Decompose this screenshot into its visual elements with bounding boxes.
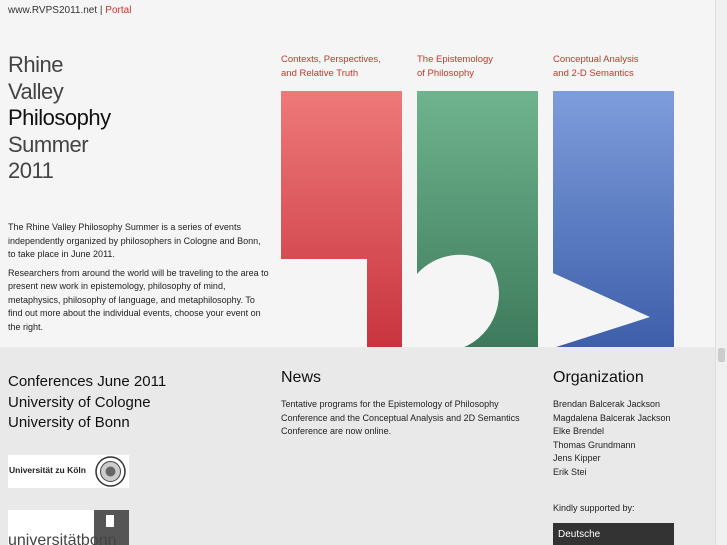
organizer-name: Elke Brendel <box>553 426 605 437</box>
intro-text <box>8 221 270 339</box>
page-title: Rhine Valley Philosophy Summer 2011 <box>8 52 111 183</box>
news-text: Tentative programs for the Epistemology of Philosophy Conference and the Conceptual Analysis and 2D Semantics Conference are now online. <box>281 399 520 436</box>
bonn-logo-image <box>8 510 129 545</box>
koeln-seal-icon <box>94 456 127 487</box>
svg-text:universitätbonn: universitätbonn <box>8 532 117 545</box>
scrollbar-thumb[interactable] <box>718 348 725 362</box>
koeln-logo[interactable] <box>8 455 129 488</box>
event-graphic-epistemology[interactable] <box>417 91 538 348</box>
intro-paragraph-2: Researchers from around the world will be traveling to the area to present new work in epistemology, philosophy of mind, metaphysics, philosophy of language, and metaphilosophy. To find out more about the individual events, choose your event on the right. <box>8 267 269 332</box>
organizer-name: Magdalena Balcerak Jackson <box>553 412 671 423</box>
scrollbar[interactable] <box>715 0 727 545</box>
event-link-conceptual[interactable]: Conceptual Analysis and 2-D Semantics <box>553 54 639 79</box>
sponsor-logo[interactable] <box>553 523 674 545</box>
organization-list <box>553 398 671 480</box>
site-url: www.RVPS2011.net <box>8 5 98 16</box>
event-link-contexts[interactable]: Contexts, Perspectives, and Relative Truth <box>281 54 381 79</box>
top-bar: www.RVPS2011.net | Portal <box>8 5 132 16</box>
organizer-name: Erik Stei <box>553 466 587 477</box>
event-link-epistemology[interactable]: The Epistemology of Philosophy <box>417 54 494 79</box>
event-graphic-contexts[interactable] <box>281 91 402 348</box>
news-heading: News <box>281 369 322 386</box>
event-graphic-conceptual[interactable] <box>553 91 674 348</box>
portal-link[interactable]: Portal <box>105 5 132 16</box>
koeln-logo-text: Universität zu Köln <box>9 465 86 475</box>
conferences-heading: Conferences June 2011 University of Cologne University of Bonn <box>8 373 167 431</box>
kindly-supported-label: Kindly supported by: <box>553 503 635 513</box>
intro-paragraph-1: The Rhine Valley Philosophy Summer is a series of events independently organized by philosophers in Cologne and Bonn, to take place in June 2011. <box>8 222 261 259</box>
organizer-name: Jens Kipper <box>553 453 601 464</box>
organizer-name: Thomas Grundmann <box>553 439 636 450</box>
sponsor-logo-text: Deutsche <box>558 529 601 540</box>
bonn-logo[interactable] <box>8 510 129 545</box>
organizer-name: Brendan Balcerak Jackson <box>553 399 661 409</box>
organization-heading: Organization <box>553 369 644 386</box>
